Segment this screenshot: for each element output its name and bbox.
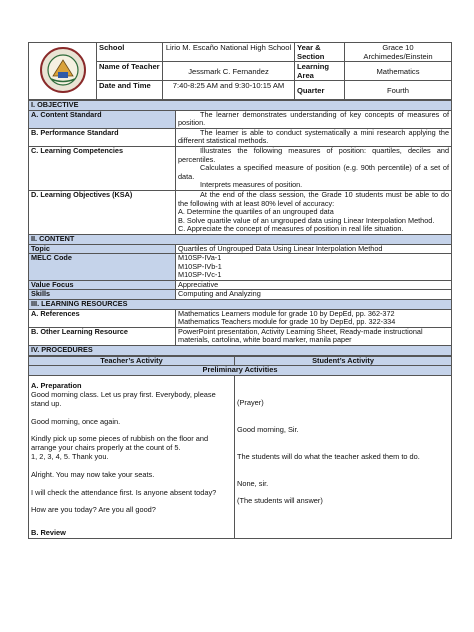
references-values xyxy=(176,309,452,327)
melc-code-3: M10SP-IVc-1 xyxy=(178,270,222,280)
date-time-value: 7:40-8:25 AM and 9:30-10:15 AM xyxy=(163,81,295,100)
school-value: Lirio M. Escaño National High School xyxy=(163,43,295,62)
ksa-c: C. Appreciate the concept of measures of position in real life situation. xyxy=(178,224,404,234)
teacher-line-4: Alright. You may now take your seats. xyxy=(31,469,155,479)
teacher-line-3: Kindly pick up some pieces of rubbish on the floor and arrange your chairs properly at the count of 5. xyxy=(31,434,209,453)
learning-area-label: Learning Area xyxy=(295,62,345,81)
header-table xyxy=(28,42,452,100)
value-focus-value: Appreciative xyxy=(176,280,452,290)
skills-value: Computing and Analyzing xyxy=(176,290,452,300)
competencies-text xyxy=(176,146,452,190)
review-label: B. Review xyxy=(31,528,66,538)
melc-values xyxy=(176,254,452,281)
student-line-5b: (The students will answer) xyxy=(237,496,323,506)
ksa-a: A. Determine the quartiles of an ungrouped data xyxy=(178,207,334,217)
reference-1: Mathematics Learners module for grade 10 by DepEd, pp. 362-372 xyxy=(178,308,395,318)
school-seal-icon xyxy=(33,46,93,94)
student-line-3: The students will do what the teacher asked them to do. xyxy=(237,451,420,461)
competencies-label: C. Learning Competencies xyxy=(29,146,176,190)
student-activity-header: Student’s Activity xyxy=(235,356,452,366)
lesson-plan xyxy=(28,42,451,539)
reference-2: Mathematics Teachers module for grade 10 by DepEd, pp. 322-334 xyxy=(178,317,396,327)
melc-code-1: M10SP-IVa-1 xyxy=(178,253,222,263)
quarter-value: Fourth xyxy=(345,81,452,100)
teacher-line-5: I will check the attendance first. Is anyone absent today? xyxy=(31,487,217,497)
date-time-label: Date and Time xyxy=(97,81,163,100)
teacher-line-3b: 1, 2, 3, 4, 5. Thank you. xyxy=(31,452,109,461)
main-table xyxy=(28,100,452,356)
skills-label: Skills xyxy=(29,290,176,300)
resources-heading: III. LEARNING RESOURCES xyxy=(29,300,452,310)
content-standard-text: The learner demonstrates understanding of key concepts of measures of position. xyxy=(176,110,452,128)
procedures-heading: IV. PROCEDURES xyxy=(29,346,452,356)
school-logo xyxy=(29,43,97,100)
performance-standard-text: The learner is able to conduct systematically a mini research applying the different statistical methods. xyxy=(176,128,452,146)
other-resources-label: B. Other Learning Resource xyxy=(29,327,176,345)
topic-value: Quartiles of Ungrouped Data Using Linear Interpolation Method xyxy=(176,244,452,254)
student-line-1: (Prayer) xyxy=(237,398,264,408)
teacher-value: Jessmark C. Fernandez xyxy=(163,62,295,81)
preliminary-activities-header: Preliminary Activities xyxy=(29,366,452,376)
teacher-line-6: How are you today? Are you all good? xyxy=(31,505,156,515)
teacher-label: Name of Teacher xyxy=(97,62,163,81)
learning-area-value: Mathematics xyxy=(345,62,452,81)
ksa-label: D. Learning Objectives (KSA) xyxy=(29,190,176,234)
ksa-text xyxy=(176,190,452,234)
teacher-activity-header: Teacher’s Activity xyxy=(29,356,235,366)
ksa-intro: At the end of the class session, the Grade 10 students must be able to do the following with at least 80% level of accuracy: xyxy=(178,189,450,208)
melc-code-2: M10SP-IVb-1 xyxy=(178,261,222,271)
other-resources-value: PowerPoint presentation, Activity Learning Sheet, Ready-made instructional materials, cartolina, white board marker, manila paper xyxy=(176,327,452,345)
competency-1: Illustrates the following measures of position: quartiles, deciles and percentiles. xyxy=(178,145,450,164)
value-focus-label: Value Focus xyxy=(29,280,176,290)
competency-3: Interprets measures of position. xyxy=(200,180,303,190)
preparation-label: A. Preparation xyxy=(31,381,82,391)
melc-label: MELC Code xyxy=(29,254,176,281)
content-standard-label: A. Content Standard xyxy=(29,110,176,128)
performance-standard-label: B. Performance Standard xyxy=(29,128,176,146)
objective-heading: I. OBJECTIVE xyxy=(29,101,452,111)
teacher-line-2: Good morning, once again. xyxy=(31,416,121,426)
school-label: School xyxy=(97,43,163,62)
competency-2: Calculates a specified measure of position (e.g. 90th percentile) of a set of data. xyxy=(178,163,450,181)
student-line-2: Good morning, Sir. xyxy=(237,425,299,435)
student-line-5: None, sir. xyxy=(237,478,269,488)
year-section-label: Year & Section xyxy=(295,43,345,62)
year-section-value: Grace 10 Archimedes/Einstein xyxy=(345,43,452,62)
quarter-label: Quarter xyxy=(295,81,345,100)
topic-label: Topic xyxy=(29,244,176,254)
ksa-b: B. Solve quartile value of an ungrouped data using Linear Interpolation Method. xyxy=(178,215,435,225)
content-heading: II. CONTENT xyxy=(29,234,452,244)
teacher-line-1: Good morning class. Let us pray first. Everybody, please stand up. xyxy=(31,390,216,408)
student-activity-cell xyxy=(235,376,452,539)
references-label: A. References xyxy=(29,309,176,327)
teacher-activity-cell xyxy=(29,376,235,539)
procedures-table xyxy=(28,356,452,539)
